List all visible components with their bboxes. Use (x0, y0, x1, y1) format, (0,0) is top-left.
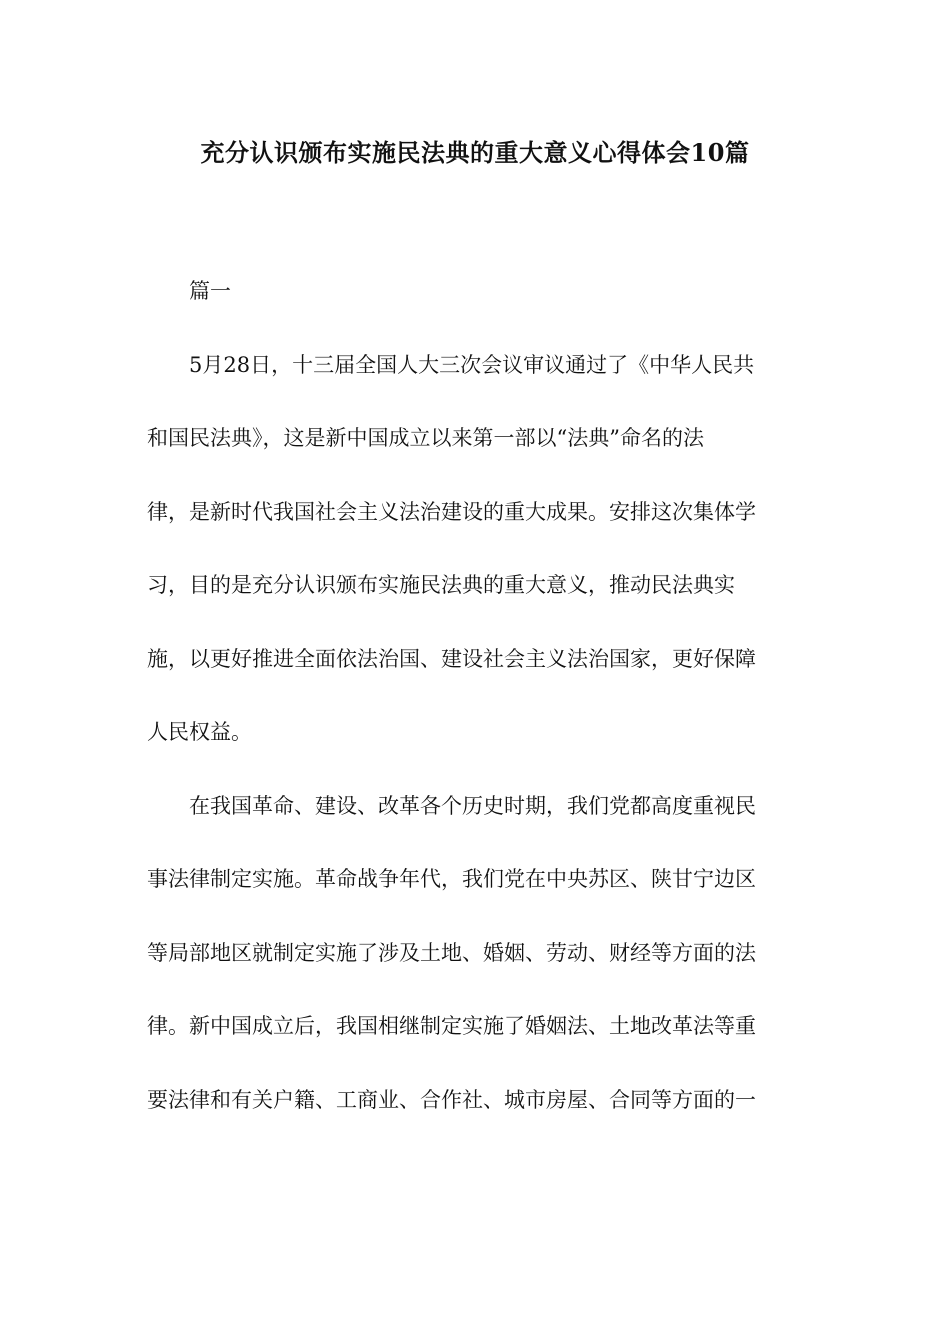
paragraph-2-line-2: 事法律制定实施。革命战争年代，我们党在中央苏区、陕甘宁边区 (147, 867, 756, 891)
paragraph-1-line-4: 习，目的是充分认识颁布实施民法典的重大意义，推动民法典实 (147, 573, 735, 597)
paragraph-1-line-1: 5月28日，十三届全国人大三次会议审议通过了《中华人民共 (189, 352, 755, 377)
paragraph-2-line-3: 等局部地区就制定实施了涉及土地、婚姻、劳动、财经等方面的法 (147, 940, 756, 965)
section-heading: 篇一 (189, 279, 231, 303)
document-title: 充分认识颁布实施民法典的重大意义心得体会10篇 (200, 138, 750, 167)
paragraph-2-line-1: 在我国革命、建设、改革各个历史时期，我们党都高度重视民 (189, 793, 756, 818)
document-body (147, 276, 807, 1158)
paragraph-2-line-5: 要法律和有关户籍、工商业、合作社、城市房屋、合同等方面的一 (147, 1087, 756, 1112)
paragraph-1-line-2: 和国民法典》，这是新中国成立以来第一部以“法典”命名的法 (147, 426, 704, 450)
paragraph-1-line-6: 人民权益。 (147, 720, 252, 744)
paragraph-1-line-5: 施，以更好推进全面依法治国、建设社会主义法治国家，更好保障 (147, 646, 756, 671)
paragraph-1-line-3: 律，是新时代我国社会主义法治建设的重大成果。安排这次集体学 (147, 499, 756, 524)
paragraph-2-line-4: 律。新中国成立后，我国相继制定实施了婚姻法、土地改革法等重 (147, 1014, 756, 1038)
